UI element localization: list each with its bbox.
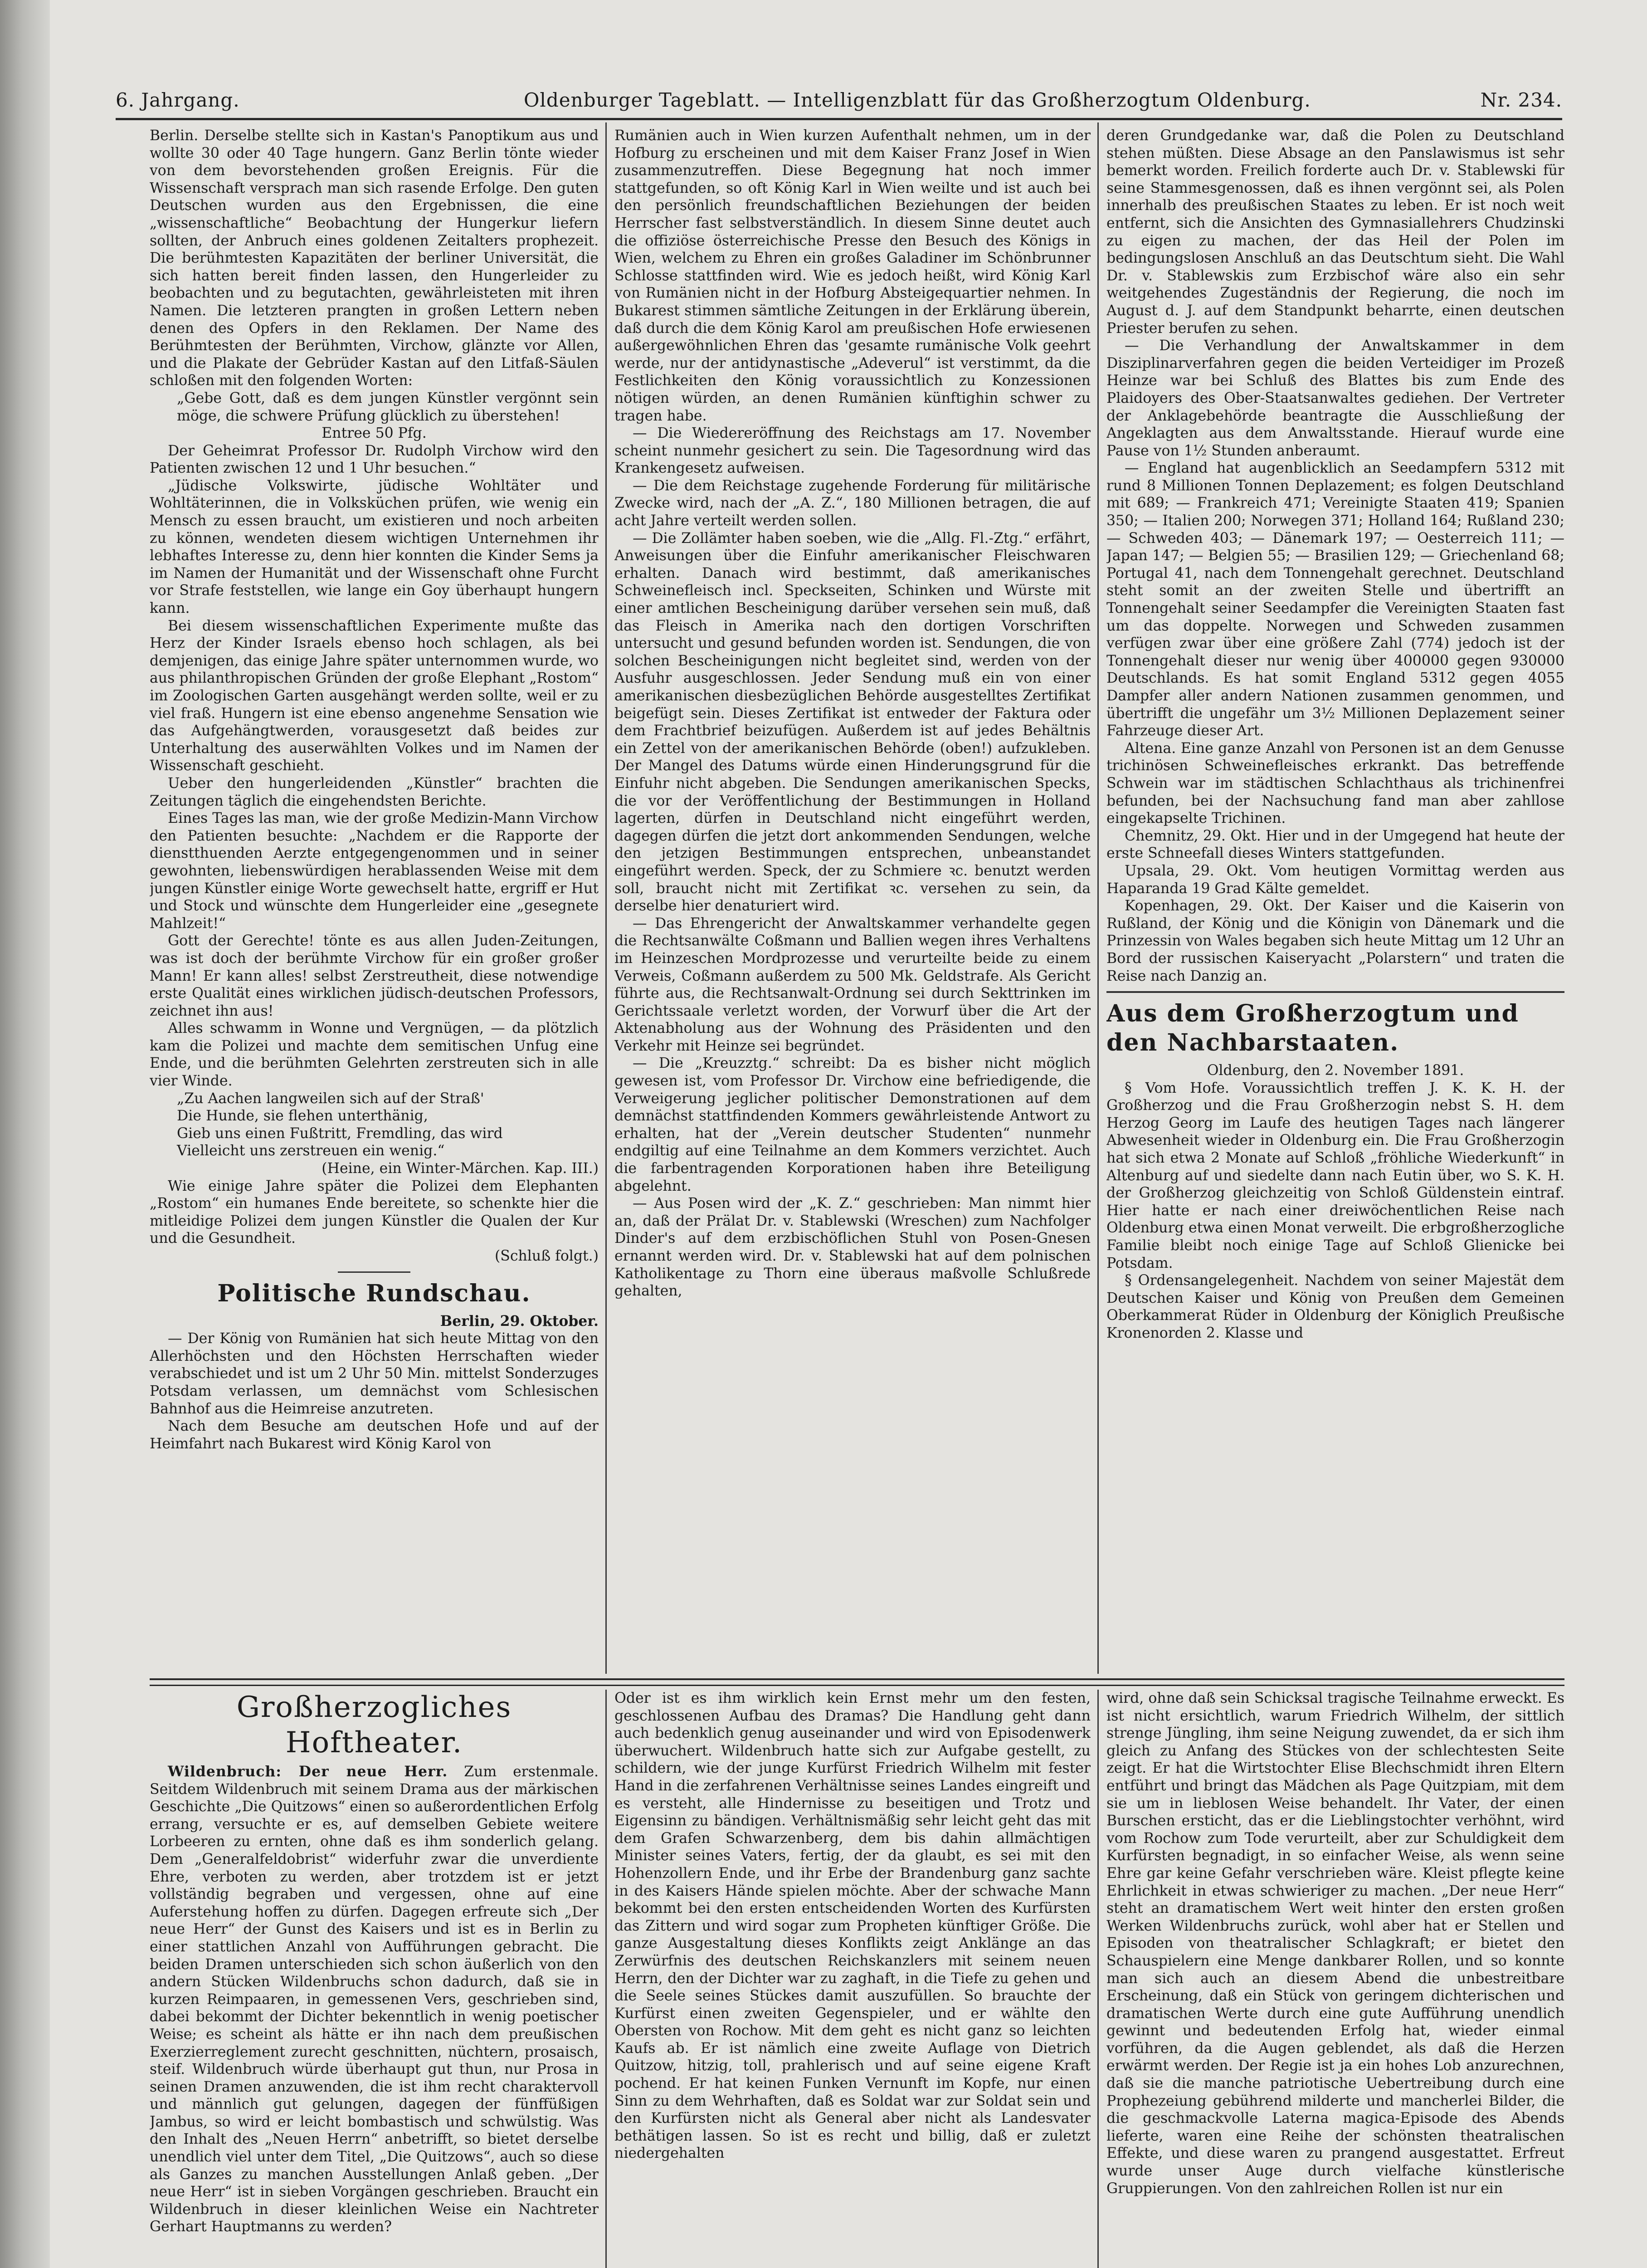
- article-paragraph: Bei diesem wissenschaftlichen Experimente mußte das Herz der Kinder Israels ebenso hoch schlagen, als bei demjenigen, das einige Jahre später unternommen wurde, wo aus philanthropischen Gründen der große Elephant „Rostom“ im Zoologischen Garten ausgehängt werden sollte, weil er zu viel fraß. Hungern ist eine ebenso angenehme Sensation wie das Aufgehängtwerden, vorausgesetzt daß beides zur Unterhaltung des auserwählten Volkes und im Namen der Wissenschaft geschieht.: [150, 617, 599, 774]
- article-paragraph: — Die „Kreuzztg.“ schreibt: Da es bisher nicht möglich gewesen ist, vom Professor Dr. Virchow eine befriedigende, die Verweigerung jeglicher politischer Demonstrationen auf dem demnächst stattfindenden Kommers gewährleistende Antwort zu erhalten, hat der „Verein deutscher Studenten“ nunmehr endgiltig auf eine Teilnahme an dem Kommers verzichtet. Auch die farbentragenden Korporationen haben ihre Beteiligung abgelehnt.: [614, 1055, 1091, 1194]
- verse-source: (Heine, ein Winter-Märchen. Kap. III.): [322, 1160, 599, 1177]
- article-paragraph: Altena. Eine ganze Anzahl von Personen ist an dem Genusse trichinösen Schweinefleisches erkrankt. Das betreffende Schwein war im städtischen Schlachthaus als trichinenfrei befunden, bei der Nachsuchung fand man aber zahllose eingekapselte Trichinen.: [1106, 740, 1564, 827]
- feuilleton-column-1: [150, 1690, 599, 2268]
- book-spine: [0, 0, 50, 2268]
- feuilleton-text: Zum erstenmale. Seitdem Wildenbruch mit seinem Drama aus der märkischen Geschichte „Die Quitzows“ einen so außerordentlichen Erfolg errang, versuchte er es, auf demselben Gebiete weitere Lorbeeren zu ernten, ohne daß es ihm sonderlich gelang. Dem „Generalfeldobrist“ widerfuhr zwar die unverdiente Ehre, verboten zu werden, aber trotzdem ist er jetzt vollständig begraben und vergessen, ohne auf eine Auferstehung hoffen zu dürfen. Dagegen erfreute sich „Der neue Herr“ der Gunst des Kaisers und ist es in Berlin zu einer stattlichen Anzahl von Aufführungen gebracht. Die beiden Dramen unterschieden sich schon äußerlich von den andern Stücken Wildenbruchs schon dadurch, daß sie in kurzen Reimpaaren, in gemessenen Vers, geschrieben sind, dabei bekommt der Dichter bekenntlich in wenig poetischer Weise; es scheint als hätte er ihn nach dem preußischen Exerzierreglement zurecht geschnitten, nüchtern, prosaisch, steif. Wildenbruch würde überhaupt gut thun, nur Prosa in seinen Dramen anzuwenden, die ist ihm recht charaktervoll und männlich gut gelungen, dagegen der fünffüßigen Jambus, so wird er leicht bombastisch und schwülstig. Was den Inhalt des „Neuen Herrn“ anbetrifft, so bietet derselbe unendlich viel unter dem Titel, „Die Quitzows“, auch so diese als Ganzes zu manchen Ausstellungen Anlaß geben. „Der neue Herr“ ist in sieben Vorgängen geschrieben. Braucht ein Wildenbruch in dieser kleinlichen Weise ein Nachtreter Gerhart Hauptmanns zu werden?: [150, 1764, 599, 2235]
- section-divider: [1106, 991, 1564, 993]
- article-paragraph: — Der König von Rumänien hat sich heute Mittag von den Allerhöchsten und den Höchsten Herrschaften wieder verabschiedet und ist um 2 Uhr 50 Min. mittelst Sonderzuges Potsdam verlassen, um demnächst vom Schlesischen Bahnhof aus die Heimreise anzutreten.: [150, 1330, 599, 1417]
- article-paragraph: — England hat augenblicklich an Seedampfern 5312 mit rund 8 Millionen Tonnen Deplazement; es folgen Deutschland mit 689; — Frankreich 471; Vereinigte Staaten 419; Spanien 350; — Italien 200; Norwegen 371; Holland 164; Rußland 230; — Schweden 403; — Dänemark 197; — Oesterreich 111; — Japan 147; — Belgien 55; — Brasilien 129; — Griechenland 68; Portugal 41, nach dem Tonnengehalt gerechnet. Deutschland steht somit an der zweiten Stelle und übertrifft an Tonnengehalt seiner Seedampfer die Vereinigten Staaten fast um das doppelte. Norwegen und Schweden zusammen verfügen zwar über eine größere Zahl (774) jedoch ist der Tonnengehalt dieser nur wenig über 400000 gegen 930000 Deutschlands. Es hat somit England 5312 gegen 4055 Dampfer aller andern Nationen zusammen genommen, und übertrifft die ungefähr um 3½ Millionen Deplazement seiner Fahrzeuge dieser Art.: [1106, 460, 1564, 739]
- column-rule-4: [1097, 1690, 1099, 2268]
- column-rule-2: [1097, 122, 1099, 1674]
- article-paragraph: Rumänien auch in Wien kurzen Aufenthalt nehmen, um in der Hofburg zu erscheinen und mit dem Kaiser Franz Josef in Wien zusammenzutreffen. Diese Begegnung hat noch immer stattgefunden, so oft König Karl in Wien weilte und ist auch bei den persönlich freundschaftlichen Beziehungen der beiden Herrscher fast selbstverständlich. In diesem Sinne deutet auch die offiziöse österreichische Presse den Besuch des Königs in Wien, welchem zu Ehren ein großes Galadiner im Schönbrunner Schlosse stattfinden wird. Wie es jedoch heißt, wird König Karl von Rumänien nicht in der Hofburg Absteigequartier nehmen. In Bukarest stimmen sämtliche Zeitungen in der Erklärung überein, daß durch die dem König Karol am preußischen Hofe erwiesenen außergewöhnlichen Ehren das 'gesamte rumänische Volk geehrt werde, nur der antidynastische „Adeverul“ ist verstimmt, da die Festlichkeiten den König voraussichtlich zu Konzessionen nötigen würden, an denen Rumänien künftighin schwer zu tragen habe.: [614, 127, 1091, 424]
- article-paragraph: Nach dem Besuche am deutschen Hofe und auf der Heimfahrt nach Bukarest wird König Karol von: [150, 1418, 599, 1452]
- verse-line: „Zu Aachen langweilen sich auf der Straß': [177, 1090, 484, 1107]
- feuilleton-column-2: [614, 1690, 1091, 2268]
- article-paragraph: Gott der Gerechte! tönte es aus allen Juden-Zeitungen, was ist doch der berühmte Virchow für ein großer großer Mann! Er kann alles! selbst Zerstreutheit, diese notwendige erste Qualität eines wirklichen jüdisch-deutschen Professors, zeichnet ihn aus!: [150, 933, 599, 1019]
- article-paragraph: — Die Verhandlung der Anwaltskammer in dem Disziplinarverfahren gegen die beiden Verteidiger im Prozeß Heinze war bei Schluß des Blattes bis zum Ende des Plaidoyers des Ober-Staatsanwaltes gediehen. Der Vertreter der Anklagebehörde beantragte die Ausschließung der Angeklagten aus dem Anwaltsstande. Hierauf wurde eine Pause von 1½ Stunden anberaumt.: [1106, 337, 1564, 459]
- article-paragraph: Alles schwamm in Wonne und Vergnügen, — da plötzlich kam die Polizei und machte dem semitischen Unfug eine Ende, und die berühmten Gelehrten zerstreuten sich in alle vier Winde.: [150, 1020, 599, 1090]
- column-rule-1: [605, 122, 607, 1674]
- article-paragraph: Berlin. Derselbe stellte sich in Kastan's Panoptikum aus und wollte 30 oder 40 Tage hungern. Ganz Berlin tönte wieder von dem bevorstehenden großen Ereignis. Für die Wissenschaft versprach man sich rasende Erfolge. Den guten Deutschen wurden aus den Ergebnissen, die eine „wissenschaftliche“ Beobachtung der Hungerkur liefern sollten, der Anbruch eines goldenen Zeitalters prophezeit. Die berühmtesten Kapazitäten der berliner Universität, die sich hatten bereit finden lassen, den Hungerleider zu beobachten und zu begutachten, gewährleisteten mit ihren Namen. Die letzteren prangten in großen Lettern neben denen des Opfers in den Reklamen. Der Name des Berühmtesten der Berühmten, Virchow, glänzte vor Allen, und die Plakate der Gebrüder Kastan auf den Litfaß-Säulen schloßen mit den folgenden Worten:: [150, 127, 599, 389]
- feuilleton-text: Oder ist es ihm wirklich kein Ernst mehr um den festen, geschlossenen Aufbau des Dramas? Die Handlung geht dann auch bedenklich genug auseinander und wird von Episodenwerk überwuchert. Wildenbruch hatte sich zur Aufgabe gestellt, zu schildern, wie der junge Kurfürst Friedrich Wilhelm mit fester Hand in die zerfahrenen Verhältnisse seines Landes eingreift und es versteht, alle Hindernisse zu beseitigen und Trotz und Eigensinn zu bändigen. Verhältnismäßig sehr leicht geht das mit dem Grafen Schwarzenberg, dem bis dahin allmächtigen Minister seines Vaters, fertig, der da glaubt, es sei mit den Hohenzollern Ende, und ihr Erbe der Brandenburg ganz sachte in des Kaisers Hände spielen möchte. Aber der schwache Mann bekommt bei den ersten entscheidenden Worten des Kurfürsten das Zittern und wird sogar zum Propheten künftiger Größe. Die ganze Ausgestaltung dieses Konflikts zeigt Anklänge an das Zerwürfnis des deutschen Reichskanzlers mit seinem neuen Herrn, den der Dichter war zu zaghaft, in die Tiefe zu gehen und die Seele seines Stückes damit auszufüllen. So brauchte der Kurfürst einen zweiten Gegenspieler, und er wählte den Obersten von Rochow. Mit dem geht es nicht ganz so leichten Kaufs ab. Er ist nämlich eine zweite Auflage von Dietrich Quitzow, hitzig, toll, prahlerisch und auf seine eigene Kraft pochend. Er hat keinen Funken Vernunft im Kopfe, nur einen Sinn zu dem Wehrhaften, daß es Soldat war zur Soldat sein und den Kurfürsten nicht als General aber nicht als Landesvater bethätigen lassen. So ist es recht und billig, daß er zuletzt niedergehalten: [614, 1690, 1091, 2162]
- article-paragraph: — Die Wiedereröffnung des Reichstags am 17. November scheint nunmehr gesichert zu sein. Die Tagesordnung wird das Krankengesetz aufweisen.: [614, 425, 1091, 477]
- article-paragraph: Wie einige Jahre später die Polizei dem Elephanten „Rostom“ ein humanes Ende bereitete, so schenkte hier die mitleidige Polizei dem jungen Künstler die Qualen der Kur und die Gesundheit.: [150, 1178, 599, 1247]
- verse-line: Vielleicht uns zerstreuen ein wenig.“: [177, 1143, 445, 1159]
- column-2: [614, 127, 1091, 1669]
- dateline: Berlin, 29. Oktober.: [440, 1312, 599, 1330]
- dateline: Oldenburg, den 2. November 1891.: [1207, 1062, 1464, 1079]
- feuilleton-lead: Wildenbruch: Der neue Herr.: [168, 1763, 448, 1780]
- article-paragraph: — Die Zollämter haben soeben, wie die „Allg. Fl.-Ztg.“ erfährt, Anweisungen über die Einfuhr amerikanischer Fleischwaren erhalten. Danach wird bestimmt, daß amerikanisches Schweinefleisch incl. Speckseiten, Schinken und Würste mit einer amtlichen Bescheinigung darüber versehen sein muß, daß das Fleisch in Amerika nach den dortigen Vorschriften untersucht und gesund befunden worden ist. Sendungen, die von solchen Bescheinigungen nicht begleitet sind, werden von der Ausfuhr ausgeschlossen. Jeder Sendung muß ein von einer amerikanischen diesbezüglichen Behörde ausgestelltes Zertifikat beigefügt sein. Dieses Zertifikat ist entweder der Faktura oder dem Frachtbrief beizufügen. Außerdem ist auf jedes Behältnis ein Zettel von der amerikanischen Behörde (oben!) aufzukleben. Der Mangel des Datums würde einen Hinderungsgrund für die Einfuhr nicht abgeben. Die Sendungen amerikanischen Specks, die vor der Veröffentlichung der Bestimmungen in Holland lagerten, dürfen in Deutschland nicht eingeführt werden, dagegen dürfen die jetzt dort ankommenden Sendungen, welche den jetzigen Bestimmungen entsprechen, unbeanstandet eingeführt werden. Speck, der zu Schmiere ꝛc. benutzt werden soll, braucht nicht mit Zertifikat ꝛc. versehen zu sein, da derselbe hier denaturiert wird.: [614, 530, 1091, 914]
- verse-line: Gieb uns einen Fußtritt, Fremdling, das wird: [177, 1125, 503, 1142]
- article-paragraph: Eines Tages las man, wie der große Medizin-Mann Virchow den Patienten besuchte: „Nachdem er die Rapporte der dienstthuenden Aerzte entgegengenommen und in seiner gewohnten, liebenswürdigen herablassenden Weise mit dem jungen Künstler einige Worte gewechselt hatte, ergriff er Hut und Stock und wünschte dem Hungerleider eine „gesegnete Mahlzeit!“: [150, 810, 599, 932]
- feuilleton-title: Großherzogliches Hoftheater.: [236, 1691, 512, 1760]
- article-paragraph: „Jüdische Volkswirte, jüdische Wohltäter und Wohltäterinnen, die in Volksküchen prüfen, wie wenig ein Mensch zu essen braucht, um existieren und noch arbeiten zu können, wendeten diesem wichtigen Unternehmen ihr lebhaftes Interesse zu, denn hier konnten die Kinder Sems ja im Namen der Humanität und der Wissenschaft ohne Furcht vor Strafe feststellen, wie lange ein Goy überhaupt hungern kann.: [150, 477, 599, 617]
- issue-number: Nr. 234.: [1480, 89, 1562, 111]
- verse-line: Die Hunde, sie flehen unterthänig,: [177, 1108, 428, 1124]
- quote-line: „Gebe Gott, daß es dem jungen Künstler vergönnt sein möge, die schwere Prüfung glücklich zu überstehen!: [177, 390, 599, 424]
- page-header: [116, 86, 1562, 120]
- quote-line: Entree 50 Pfg.: [322, 425, 427, 442]
- feuilleton-divider: [150, 1678, 1564, 1686]
- continued-note: (Schluß folgt.): [494, 1248, 599, 1264]
- article-paragraph: § Ordensangelegenheit. Nachdem von seiner Majestät dem Deutschen Kaiser und König von Preußen dem Gemeinen Oberkammerat Rüder in Oldenburg der Königlich Preußische Kronenorden 2. Klasse und: [1106, 1272, 1564, 1341]
- article-paragraph: Chemnitz, 29. Okt. Hier und in der Umgegend hat heute der erste Schneefall dieses Winters stattgefunden.: [1106, 827, 1564, 862]
- article-paragraph: Ueber den hungerleidenden „Künstler“ brachten die Zeitungen täglich die eingehendsten Berichte.: [150, 775, 599, 809]
- volume-label: 6. Jahrgang.: [116, 89, 240, 111]
- article-paragraph: § Vom Hofe. Voraussichtlich treffen J. K. K. H. der Großherzog und die Frau Großherzogin nebst S. H. dem Herzog Georg im Laufe des heutigen Tages nach längerer Abwesenheit wieder in Oldenburg ein. Die Frau Großherzogin hat sich etwa 2 Monate auf Schloß „fröhliche Wiederkunft“ in Altenburg auf und siedelte dann nach Eutin über, wo S. K. H. der Großherzog gleichzeitig von Schloß Güldenstein eintraf. Hier hatte er nach einer dreiwöchentlichen Reise nach Oldenburg etwa einen Monat verweilt. Die erbgroßherzogliche Familie bleibt noch einige Tage auf Schloß Glienicke bei Potsdam.: [1106, 1080, 1564, 1271]
- article-paragraph: — Die dem Reichstage zugehende Forderung für militärische Zwecke wird, nach der „A. Z.“, 180 Millionen betragen, die auf acht Jahre verteilt werden sollen.: [614, 477, 1091, 529]
- section-title: Politische Rundschau.: [217, 1279, 531, 1307]
- column-1: [150, 127, 599, 1669]
- feuilleton-text: wird, ohne daß sein Schicksal tragische Teilnahme erweckt. Es ist nicht ersichtlich, warum Friedrich Wilhelm, der sittlich strenge Jüngling, ihm seine Neigung zuwendet, da er sich ihm gleich zu Anfang des Stückes von der schlechtesten Seite zeigt. Er hat die Wirtstochter Elise Blechschmidt ihren Eltern entführt und bringt das Mädchen als Page Quitzpiam, mit dem sie um in lieblosen Weise behandelt. Ihr Vater, der einen Burschen ersticht, das er die Lieblingstochter verhöhnt, wird vom Rochow zum Tode verurteilt, aber zur Schuldigkeit dem Kurfürsten begnadigt, in so einfacher Weise, als wenn seine Ehre gar keine Gefahr verschrieben wäre. Kleist pflegte keine Ehrlichkeit in etwas schwieriger zu machen. „Der neue Herr“ steht an dramatischem Wert weit hinter den ersten großen Werken Wildenbruchs zurück, wohl aber hat er Stellen und Episoden von theatralischer Schlagkraft; er bietet den Schauspielern eine Menge dankbarer Rollen, und so konnte man sich auch an diesem Abend die unbestreitbare Erscheinung, daß ein Stück von geringem dichterischen und dramatischen Werte durch eine gute Aufführung unendlich gewinnt und bedeutenden Erfolg hat, wieder einmal vorführen, da die Augen geblendet, als daß die Herzen erwärmt werden. Der Regie ist ja ein hohes Lob anzurechnen, daß sie die manche patriotische Uebertreibung durch eine Prophezeiung gebührend milderte und mancherlei Bilder, die die geschmackvolle Laterna magica-Episode des Abends lieferte, waren eine Reihe der schönsten theatralischen Effekte, und diese waren zu prangend ausgestattet. Erfreut wurde unser Auge durch vielfache künstlerische Gruppierungen. Von den zahlreichen Rollen ist nur ein: [1106, 1690, 1564, 2197]
- article-paragraph: — Das Ehrengericht der Anwaltskammer verhandelte gegen die Rechtsanwälte Coßmann und Ballien wegen ihres Verhaltens im Heinzeschen Mordprozesse und verurteilte beide zu einem Verweis, Coßmann außerdem zu 500 Mk. Geldstrafe. Als Gericht führte aus, die Rechtsanwalt-Ordnung sei durch Sekttrinken im Gerichtssaale verletzt worden, der Vorwurf über die Art der Aktenabholung aus der Wohnung des Präsidenten und den Verkehr mit Heinze sei begründet.: [614, 915, 1091, 1054]
- section-divider: [338, 1271, 410, 1273]
- article-paragraph: Kopenhagen, 29. Okt. Der Kaiser und die Kaiserin von Rußland, der König und die Königin von Dänemark und die Prinzessin von Wales begaben sich heute Mittag um 12 Uhr an Bord der russischen Kaiseryacht „Polarstern“ und traten die Reise nach Danzig an.: [1106, 898, 1564, 984]
- quote-line: Der Geheimrat Professor Dr. Rudolph Virchow wird den Patienten zwischen 12 und 1 Uhr besuchen.“: [150, 442, 599, 477]
- article-paragraph: Upsala, 29. Okt. Vom heutigen Vormittag werden aus Haparanda 19 Grad Kälte gemeldet.: [1106, 862, 1564, 897]
- article-paragraph: deren Grundgedanke war, daß die Polen zu Deutschland stehen müßten. Diese Absage an den Panslawismus ist sehr bemerkt worden. Freilich forderte auch Dr. v. Stablewski für seine Stammesgenossen, daß es ihnen vergönnt sei, als Polen innerhalb des preußischen Staates zu leben. Er ist noch weit entfernt, sich die Ansichten des Gymnasiallehrers Chudzinski zu eigen zu machen, der das Heil der Polen im bedingungslosen Anschluß an das Deutschtum sieht. Die Wahl Dr. v. Stablewskis zum Erzbischof wäre also ein sehr weitgehendes Zugeständnis der Regierung, die noch im August d. J. auf dem Standpunkt beharrte, einen deutschen Priester berufen zu sehen.: [1106, 127, 1564, 337]
- article-paragraph: — Aus Posen wird der „K. Z.“ geschrieben: Man nimmt hier an, daß der Prälat Dr. v. Stablewski (Wreschen) zum Nachfolger Dinder's auf dem erzbischöflichen Stuhl von Posen-Gnesen ernannt werden wird. Dr. v. Stablewski hat auf dem polnischen Katholikentage zu Thorn eine überaus maßvolle Schlußrede gehalten,: [614, 1195, 1091, 1300]
- column-3: [1106, 127, 1564, 1669]
- column-rule-3: [605, 1690, 607, 2268]
- feuilleton-column-3: [1106, 1690, 1564, 2268]
- masthead-line: Oldenburger Tageblatt. — Intelligenzblatt für das Großherzogtum Oldenburg.: [524, 89, 1311, 111]
- section-title: Aus dem Großherzogtum und den Nachbarstaaten.: [1106, 1000, 1519, 1057]
